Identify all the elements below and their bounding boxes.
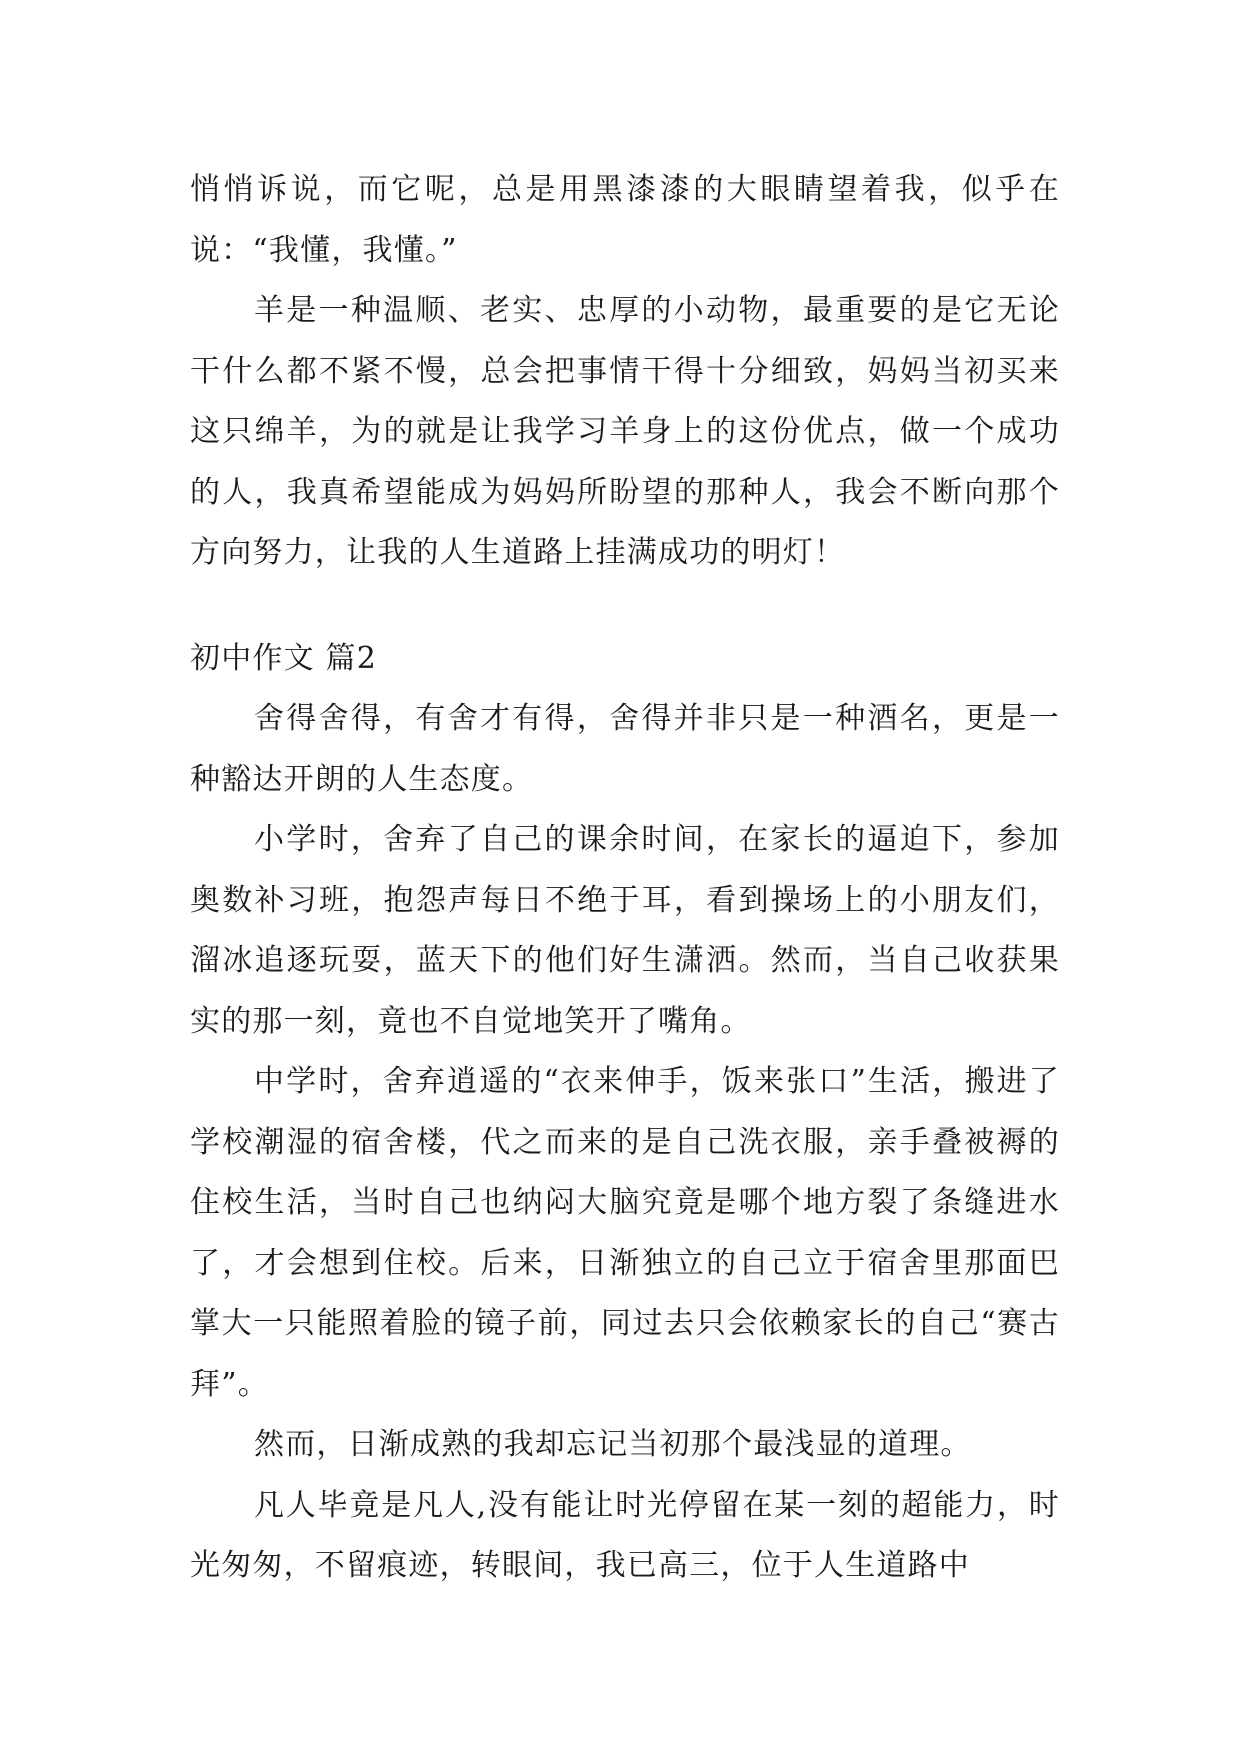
paragraph-primary-school: 小学时，舍弃了自己的课余时间，在家长的逼迫下，参加奥数补习班，抱怨声每日不绝于耳，看到操场上的小朋友们，溜冰追逐玩耍，蓝天下的他们好生潇洒。然而，当自己收获果实的那一刻，竟也不自觉地笑开了嘴角。 xyxy=(190,822,1060,1039)
paragraph-sheep: 羊是一种温顺、老实、忠厚的小动物，最重要的是它无论干什么都不紧不慢，总会把事情干得十分细致，妈妈当初买来这只绵羊，为的就是让我学习羊身上的这份优点，做一个成功的人，我真希望能成为妈妈所盼望的那种人，我会不断向那个方向努力，让我的人生道路上挂满成功的明灯！ xyxy=(190,293,1060,570)
paragraph-continuation: 悄悄诉说，而它呢，总是用黑漆漆的大眼睛望着我，似乎在说：“我懂，我懂。” xyxy=(190,172,1060,268)
paragraph-shede: 舍得舍得，有舍才有得，舍得并非只是一种酒名，更是一种豁达开朗的人生态度。 xyxy=(190,701,1060,797)
paragraph-middle-school: 中学时，舍弃逍遥的“衣来伸手，饭来张口”生活，搬进了学校潮湿的宿舍楼，代之而来的是自己洗衣服，亲手叠被褥的住校生活，当时自己也纳闷大脑究竟是哪个地方裂了条缝进水了，才会想到住校。后来，日渐独立的自己立于宿舍里那面巴掌大一只能照着脸的镜子前，同过去只会依赖家长的自己“赛古拜”。 xyxy=(190,1064,1060,1402)
paragraph-however: 然而，日渐成熟的我却忘记当初那个最浅显的道理。 xyxy=(254,1427,972,1462)
section-title: 初中作文 篇2 xyxy=(190,640,378,676)
document-body xyxy=(190,160,1060,1597)
paragraph-mortal: 凡人毕竟是凡人,没有能让时光停留在某一刻的超能力，时光匆匆，不留痕迹，转眼间，我已高三，位于人生道路中 xyxy=(190,1487,1060,1583)
